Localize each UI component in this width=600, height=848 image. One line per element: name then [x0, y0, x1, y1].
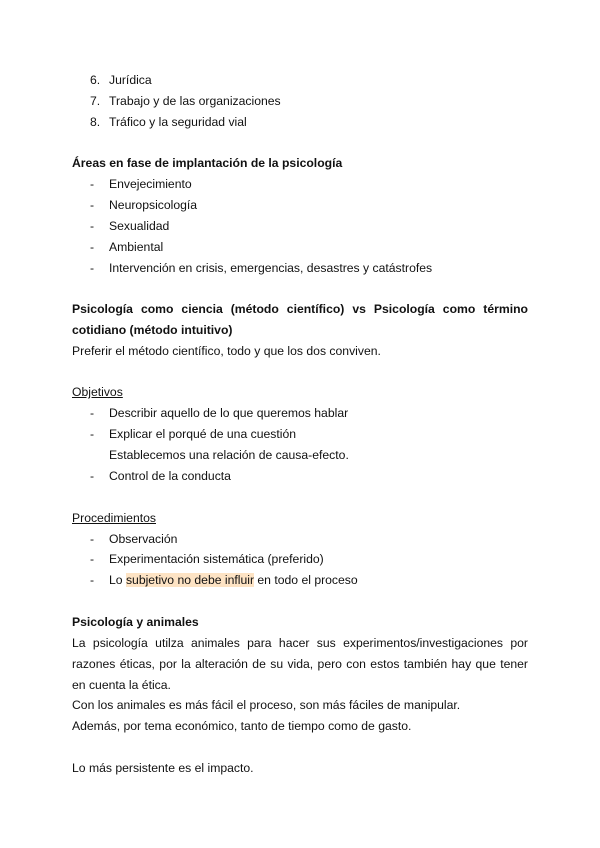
list-item: Control de la conducta: [109, 469, 231, 483]
list-item: Experimentación sistemática (preferido): [109, 552, 324, 566]
bullet-dash: -: [90, 532, 95, 546]
list-item-sub: Establecemos una relación de causa-efecto.: [109, 448, 349, 462]
paragraph: Además, por tema económico, tanto de tiempo como de gasto.: [72, 719, 412, 733]
list-number: 6.: [90, 73, 101, 87]
bullet-dash: -: [90, 261, 95, 275]
paragraph-line: en cuenta la ética.: [72, 678, 171, 692]
paragraph-line: razones éticas, por la alteración de su vida, pero con estos también hay que tener: [72, 657, 528, 671]
bullet-dash: -: [90, 552, 95, 566]
bullet-dash: -: [90, 219, 95, 233]
ciencia-text: Preferir el método científico, todo y que los dos conviven.: [72, 344, 381, 358]
ciencia-heading-line2: cotidiano (método intuitivo): [72, 323, 233, 337]
list-item: Ambiental: [109, 240, 164, 254]
bullet-dash: -: [90, 177, 95, 191]
list-item: Explicar el porqué de una cuestión: [109, 427, 296, 441]
list-item: Intervención en crisis, emergencias, desastres y catástrofes: [109, 261, 433, 275]
highlighted-text: subjetivo no debe influir: [125, 573, 255, 587]
list-item: [109, 572, 358, 588]
text-post: en todo el proceso: [254, 573, 358, 587]
list-item: Observación: [109, 532, 178, 546]
animales-heading: Psicología y animales: [72, 615, 199, 629]
list-item: Tráfico y la seguridad vial: [109, 115, 247, 129]
bullet-dash: -: [90, 406, 95, 420]
list-number: 7.: [90, 94, 101, 108]
paragraph: Lo más persistente es el impacto.: [72, 761, 254, 775]
list-item: Sexualidad: [109, 219, 170, 233]
list-item: Envejecimiento: [109, 177, 192, 191]
bullet-dash: -: [90, 198, 95, 212]
paragraph-line: La psicología utilza animales para hacer sus experimentos/investigaciones por: [72, 636, 528, 650]
list-item: Neuropsicología: [109, 198, 198, 212]
paragraph: Con los animales es más fácil el proceso, son más fáciles de manipular.: [72, 698, 461, 712]
list-item: Jurídica: [109, 73, 152, 87]
list-item: Trabajo y de las organizaciones: [109, 94, 281, 108]
list-number: 8.: [90, 115, 101, 129]
bullet-dash: -: [90, 573, 95, 587]
text-pre: Lo: [109, 573, 126, 587]
ciencia-heading-line1: Psicología como ciencia (método científico) vs Psicología como término: [72, 302, 528, 316]
list-item: Describir aquello de lo que queremos hablar: [109, 406, 349, 420]
bullet-dash: -: [90, 240, 95, 254]
procedimientos-heading: Procedimientos: [72, 511, 156, 525]
objetivos-heading: Objetivos: [72, 385, 123, 399]
areas-heading: Áreas en fase de implantación de la psicología: [72, 156, 343, 170]
bullet-dash: -: [90, 469, 95, 483]
bullet-dash: -: [90, 427, 95, 441]
